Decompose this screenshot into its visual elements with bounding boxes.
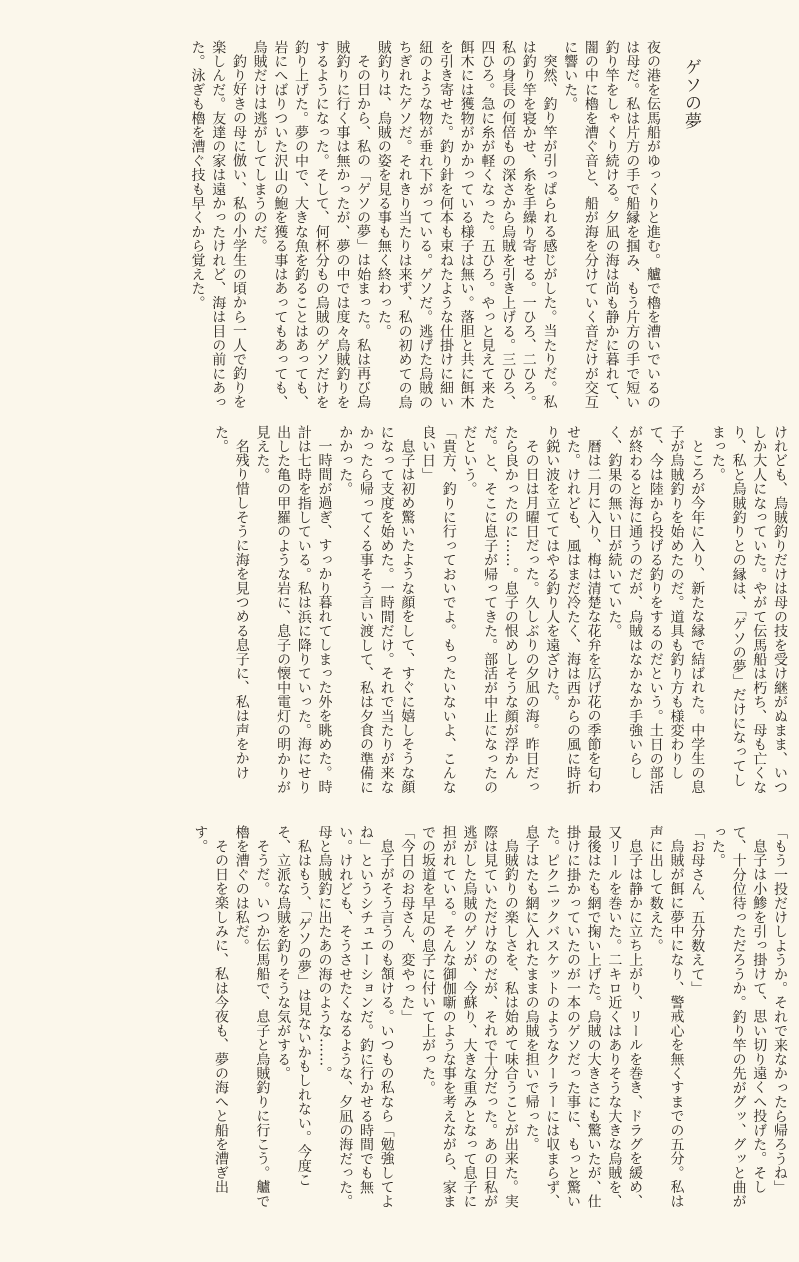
paragraph: その日は月曜日だった。久しぶりの夕凪の海。昨日だったら良かったのに……。息子の恨めしそうな顔が浮かんだ。と、そこに息子が帰ってきた。部活が中止になったのだという。 [461, 425, 540, 795]
paragraph: 息子は静かに立ち上がり、リールを巻き、ドラグを緩め、又リールを巻いた。二キロ近くはありそうな大きな烏賊を、最後はたも網で掬い上げた。烏賊の大きさにも驚いたが、仕掛けに掛かっていたのが一本のゲソだった事に、もっと驚いた。ピクニックバスケットのようなクーラーには収まらず、息子はたも網に入れたままの烏賊を担いで帰った。 [523, 825, 644, 1209]
dialogue: 「もう一投だけしようか。それで来なかったら帰ろうね」 [772, 825, 788, 1195]
text-block-3 [50, 825, 790, 1215]
paragraph: 息子がそう言うのも頷ける。いつもの私なら「勉強してよね」というシチュエーションだ。釣に行かせる時間でも無い。けれども、そうさせたくなるような、夕凪の海だった。母と烏賊釣に出たあの海のような……。 [316, 825, 395, 1209]
paragraph: その日を楽しみに、私は今夜も、夢の海へと船を漕ぎ出す。 [192, 825, 230, 1194]
text-block-2 [50, 425, 790, 795]
paragraph: 烏賊釣りの楽しさを、私は始めて味合うことが出来た。実際は見ていただけなのだが、それで十分だった。あの日私が逃がした烏賊のゲソが、今蘇り、大きな重みとなって息子に担がれている。そんな御伽噺のような事を考えながら、家までの坂道を早足の息子に付いて上がった。 [420, 825, 519, 1209]
paragraph: 息子は初め驚いたような顔をして、すぐに嬉しそうな顔になって支度を始めた。一時間だけ。それで当たりが来なかったら帰ってくる事そう言い渡して、私は夕食の準備にかかった。 [337, 425, 416, 795]
paragraph: 暦は二月に入り、梅は清楚な花弁を広げ花の季節を匂わせた。けれども、風はまだ冷たく、海は西からの風に時折り鋭い波を立ててはやる釣り人を遠ざけた。 [544, 425, 602, 795]
paragraph: 突然、釣り竿が引っぱられる感じがした。当たりだ。私は釣り竿を寝かせ、糸を手繰り寄せる。一ひろ、二ひろ。私の身長の何倍もの深さから烏賊を引き上げる。三ひろ、四ひろ。急に糸が軽くなった。五ひろ。やっと見えて来た餌木には獲物がかかっている様子は無い。落胆と共に餌木を引き寄せた。釣り針を何本も束ねたような仕掛けに細い紐のような物が垂れ下がっている。ゲソだ。逃げた烏賊のちぎれたゲソだ。それきり当たりは来ず、私の初めての烏賊釣りは、烏賊の姿を見る事も無く終わった。 [375, 40, 558, 410]
paragraph: けれども、烏賊釣りだけは母の技を受け継がぬまま、いつしか大人になっていた。やがて伝馬船は朽ち、母も亡くなり、私と烏賊釣りとの縁は、「ゲソの夢」だけになってしまった。 [709, 425, 788, 795]
paragraph: そうだ。いつか伝馬船で、息子と烏賊釣りに行こう。艫で櫓を漕ぐのは私だ。 [233, 825, 271, 1209]
dialogue: 「今日のお母さん、変やった」 [399, 825, 416, 1024]
paragraph: 一時間が過ぎ、すっかり暮れてしまった外を眺めた。時計は七時を指している。私は浜に降りていった。海にせり出した亀の甲羅のような岩に、息子の懐中電灯の明かりが見えた。 [254, 425, 333, 795]
text-block-1 [33, 40, 663, 410]
page-title: ゲソの夢 [681, 58, 701, 130]
paragraph: ところが今年に入り、新たな縁で結ばれた。中学生の息子が烏賊釣りを始めたのだ。道具も釣り方も様変わりして、今は陸から投げる釣りをするのだという。土日の部活が終わると海に通うのだが、烏賊はなかなか手強いらしく、釣果の無い日が続いていた。 [606, 425, 706, 795]
paragraph: 私はもう、「ゲソの夢」は見ないかもしれない。今度こそ、立派な烏賊を釣りそうな気がする。 [275, 825, 312, 1187]
paragraph: 烏賊が餌に夢中になり、警戒心を無くすまでの五分。私は声に出して数えた。 [647, 825, 685, 1209]
paragraph: 釣り好きの母に倣い、私の小学生の頃から一人で釣りを楽しんだ。友達の家は遠かったけれど、海は目の前にあった。泳ぎも櫓を漕ぐ技も早くから覚えた。 [189, 40, 247, 410]
dialogue: 「貴方、釣りに行っておいでよ。もったいないよ、こんな良い日」 [420, 425, 457, 795]
paragraph: 息子は小鯵を引っ掛けて、思い切り遠くへ投げた。そして、十分位待っただろうか。釣り竿の先がグッ、グッと曲がった。 [709, 825, 768, 1209]
paragraph: その日から、私の「ゲソの夢」は始まった。私は再び烏賊釣りに行く事は無かったが、夢の中では度々烏賊釣りをするようになった。そして、何杯分もの烏賊のゲソだけを釣り上げた。夢の中で、大きな魚を釣ることはあっても、岩にへばりついた沢山の鮑を獲る事はあってもあっても、烏賊だけは逃がしてしまうのだ。 [251, 40, 372, 410]
dialogue: 「お母さん、五分数えて」 [689, 825, 706, 996]
paragraph: 名残り惜しそうに海を見つめる息子に、私は声をかけた。 [213, 425, 250, 780]
paragraph: 夜の港を伝馬船がゆっくりと進む。艫で櫓を漕いでいるのは母だ。私は片方の手で船縁を掴み、もう片方の手で短い釣り竿をしゃくり続ける。夕凪の海は尚も静かに暮れて、闇の中に櫓を漕ぐ音と、船が海を分けていく音だけが交互に響いた。 [562, 40, 661, 410]
